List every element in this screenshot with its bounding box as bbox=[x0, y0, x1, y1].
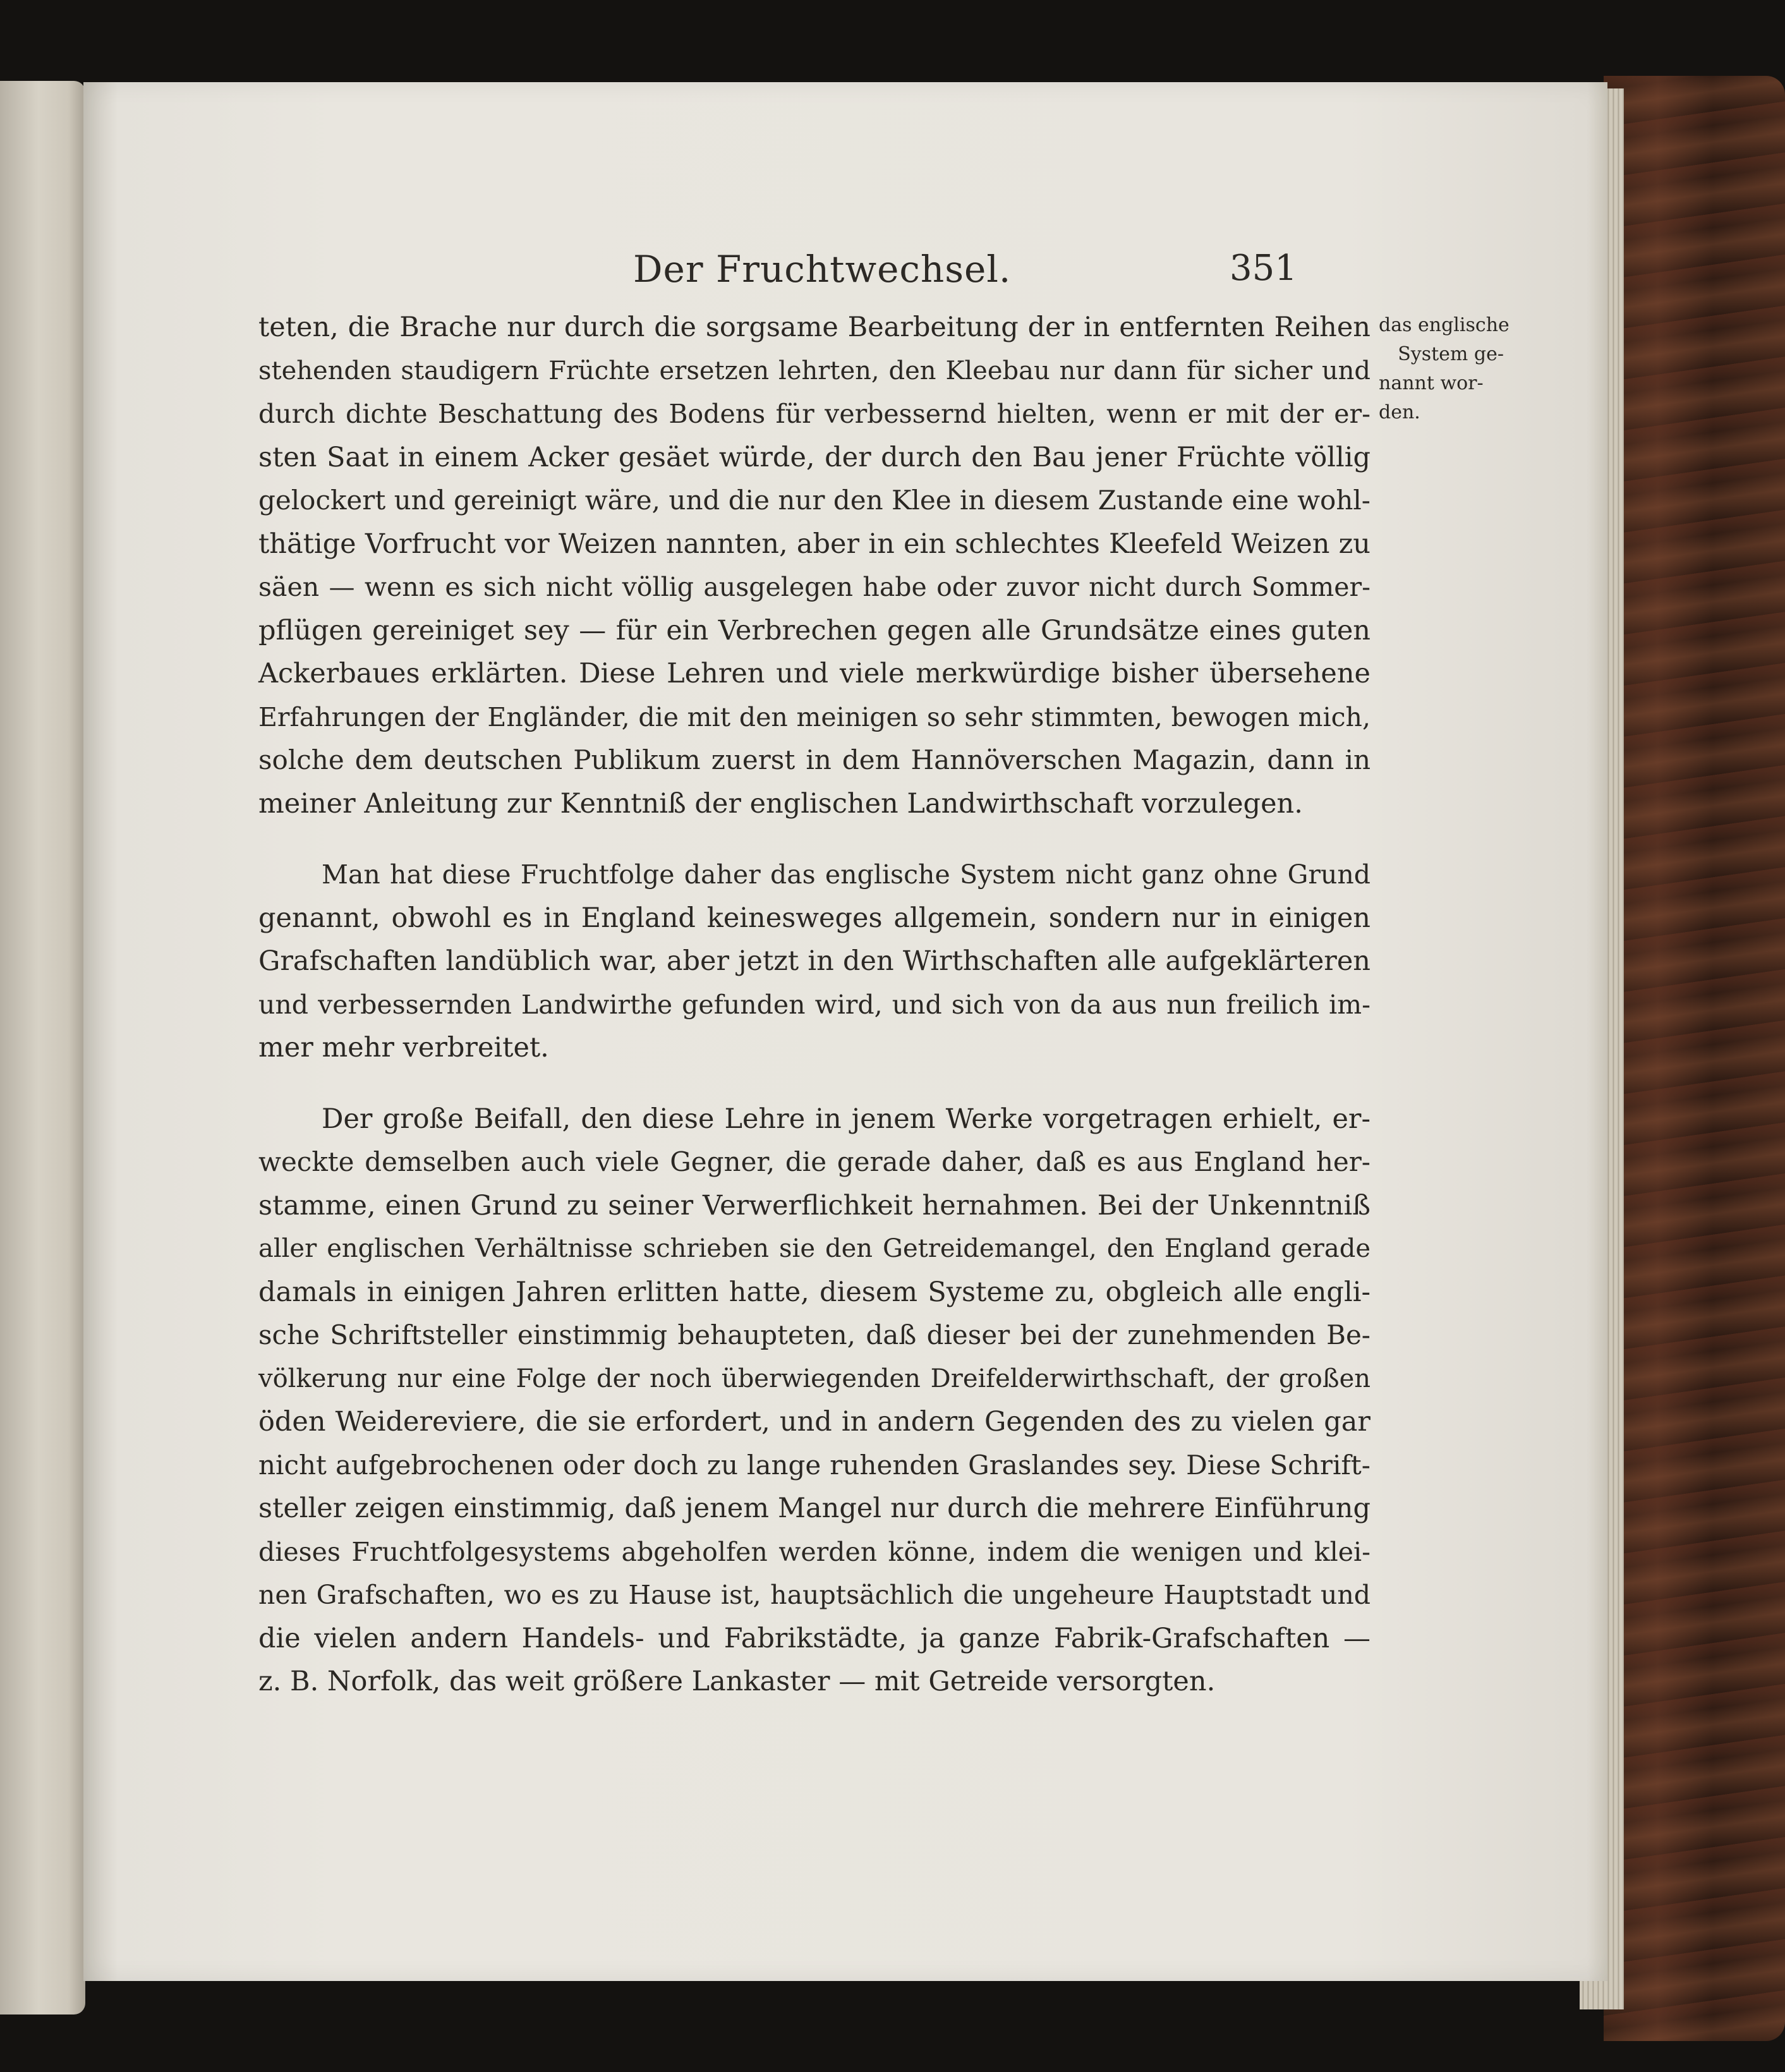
paragraph-1 bbox=[258, 306, 1371, 825]
paragraph-3 bbox=[258, 1098, 1371, 1704]
paragraph-2 bbox=[258, 853, 1371, 1070]
text-line: aller englischen Verhältnisse schrieben sie den Getreidemangel, den England gerade bbox=[258, 1234, 1371, 1263]
text-line: stehenden staudigern Früchte ersetzen lehrten, den Kleebau nur dann für sicher und bbox=[258, 356, 1371, 385]
text-line: sche Schriftsteller einstimmig behaupteten, daß dieser bei der zunehmenden Be- bbox=[258, 1319, 1371, 1350]
text-line: Man hat diese Fruchtfolge daher das englische System nicht ganz ohne Grund bbox=[322, 859, 1371, 890]
text-line: Der große Beifall, den diese Lehre in jenem Werke vorgetragen erhielt, er- bbox=[322, 1103, 1371, 1135]
marginal-note-line: System ge- bbox=[1398, 343, 1504, 365]
text-line: nicht aufgebrochenen oder doch zu lange ruhenden Graslandes sey. Diese Schrift- bbox=[258, 1449, 1371, 1481]
text-line: weckte demselben auch viele Gegner, die gerade daher, daß es aus England her- bbox=[258, 1146, 1371, 1177]
text-line: gelockert und gereinigt wäre, und die nur den Klee in diesem Zustande eine wohl- bbox=[258, 485, 1371, 516]
marginal-note-line: das englische bbox=[1379, 314, 1510, 336]
text-line: z. B. Norfolk, das weit größere Lankaster — mit Getreide versorgten. bbox=[258, 1666, 1216, 1697]
page-number: 351 bbox=[1230, 248, 1297, 289]
text-line: solche dem deutschen Publikum zuerst in dem Hannöverschen Magazin, dann in bbox=[258, 744, 1371, 775]
book-cover-binding bbox=[1604, 76, 1785, 2041]
text-line: sten Saat in einem Acker gesäet würde, der durch den Bau jener Früchte völlig bbox=[258, 441, 1371, 473]
book-page bbox=[83, 82, 1607, 1981]
marginal-note bbox=[1379, 311, 1518, 427]
text-line: meiner Anleitung zur Kenntniß der englischen Landwirthschaft vorzulegen. bbox=[258, 787, 1303, 820]
text-line: die vielen andern Handels- und Fabrikstädte, ja ganze Fabrik-Grafschaften — bbox=[258, 1622, 1371, 1654]
body-text bbox=[258, 306, 1371, 1704]
text-line: Ackerbaues erklärten. Diese Lehren und viele merkwürdige bisher übersehene bbox=[258, 658, 1371, 689]
text-line: teten, die Brache nur durch die sorgsame Bearbeitung der in entfernten Reihen bbox=[258, 312, 1371, 343]
text-line: völkerung nur eine Folge der noch überwiegenden Dreifelderwirthschaft, der großen bbox=[258, 1364, 1371, 1393]
text-line: dieses Fruchtfolgesystems abgeholfen werden könne, indem die wenigen und klei- bbox=[258, 1536, 1371, 1567]
running-head: Der Fruchtwechsel. bbox=[633, 248, 1012, 291]
text-line: säen — wenn es sich nicht völlig ausgelegen habe oder zuvor nicht durch Sommer- bbox=[258, 572, 1371, 602]
text-line: mer mehr verbreitet. bbox=[258, 1032, 549, 1063]
marginal-note-line: den. bbox=[1379, 401, 1420, 423]
paragraph-gap bbox=[258, 825, 1371, 853]
text-line: pflügen gereiniget sey — für ein Verbrechen gegen alle Grundsätze eines guten bbox=[258, 614, 1371, 646]
text-line: öden Weidereviere, die sie erfordert, und in andern Gegenden des zu vielen gar bbox=[258, 1406, 1371, 1438]
text-line: Grafschaften landüblich war, aber jetzt in den Wirthschaften alle aufgeklärteren bbox=[258, 945, 1371, 977]
text-line: damals in einigen Jahren erlitten hatte, diesem Systeme zu, obgleich alle engli- bbox=[258, 1276, 1371, 1308]
text-line: thätige Vorfrucht vor Weizen nannten, aber in ein schlechtes Kleefeld Weizen zu bbox=[258, 528, 1371, 560]
marginal-note-line: nannt wor- bbox=[1379, 372, 1484, 394]
text-line: Erfahrungen der Engländer, die mit den meinigen so sehr stimmten, bewogen mich, bbox=[258, 701, 1371, 732]
text-line: stamme, einen Grund zu seiner Verwerflichkeit hernahmen. Bei der Unkenntniß bbox=[258, 1189, 1371, 1221]
text-line: und verbessernden Landwirthe gefunden wird, und sich von da aus nun freilich im- bbox=[258, 989, 1371, 1020]
left-page-edge bbox=[0, 81, 85, 2014]
text-line: nen Grafschaften, wo es zu Hause ist, hauptsächlich die ungeheure Hauptstadt und bbox=[258, 1580, 1371, 1610]
paragraph-gap bbox=[258, 1070, 1371, 1098]
text-line: genannt, obwohl es in England keinesweges allgemein, sondern nur in einigen bbox=[258, 902, 1371, 934]
text-line: durch dichte Beschattung des Bodens für verbessernd hielten, wenn er mit der er- bbox=[258, 399, 1371, 429]
text-line: steller zeigen einstimmig, daß jenem Mangel nur durch die mehrere Einführung bbox=[258, 1493, 1371, 1524]
